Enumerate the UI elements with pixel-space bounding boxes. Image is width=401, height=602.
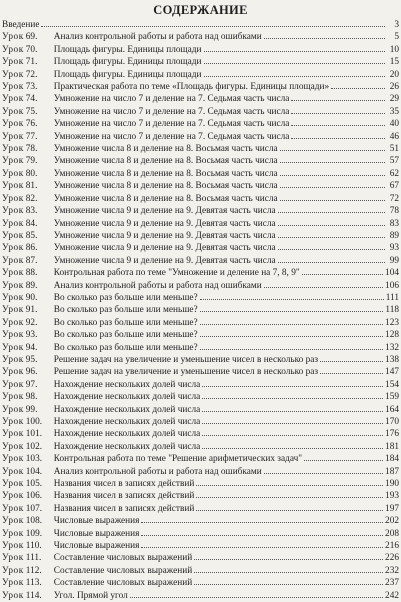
lesson-word: Урок [2, 280, 24, 291]
entry-title: Анализ контрольной работы и работа над ошибками [53, 280, 262, 291]
entry-page: 26 [389, 82, 399, 93]
entry-title: Умножение числа 9 и деление на 9. Девятая часть числа [53, 230, 276, 241]
toc-entry [2, 590, 399, 602]
lesson-word: Урок [2, 590, 24, 601]
lesson-word: Урок [2, 565, 24, 576]
entry-title: Числовые выражения [53, 516, 140, 527]
toc-entry [2, 242, 399, 254]
entry-page: 216 [385, 541, 399, 552]
entry-page: 123 [385, 317, 399, 328]
dot-leader [280, 186, 385, 188]
entry-title: Решение задач на увеличение и уменьшение чисел в несколько раз [53, 354, 319, 365]
entry-title: Умножение числа 8 и деление на 8. Восьмая часть числа [53, 181, 278, 192]
toc-entry [2, 193, 399, 205]
lesson-word: Урок [2, 243, 24, 254]
lesson-word: Урок [2, 479, 24, 490]
dot-leader [202, 397, 383, 399]
lesson-number: 87. [25, 255, 38, 266]
entry-page: 29 [389, 94, 399, 105]
entry-title: Умножение на число 7 и деление на 7. Седьмая часть числа [53, 106, 290, 117]
lesson-number: 111. [25, 553, 42, 564]
lesson-word: Урок [2, 230, 24, 241]
entry-page: 51 [389, 144, 399, 155]
lesson-number: 95. [25, 354, 38, 365]
entry-page: 40 [389, 119, 399, 130]
lesson-number: 69. [25, 32, 38, 43]
lesson-word: Урок [2, 181, 24, 192]
lesson-number: 102. [25, 441, 43, 452]
toc-entry [2, 180, 399, 192]
dot-leader [202, 422, 383, 424]
entry-page: 138 [385, 354, 399, 365]
toc-entry [2, 267, 399, 279]
toc-entry [2, 416, 399, 428]
lesson-number: 106. [25, 491, 43, 502]
toc-entry [2, 44, 399, 56]
entry-title: Составление числовых выражений [53, 565, 193, 576]
toc-entry [2, 230, 399, 242]
lesson-word: Урок [2, 255, 24, 266]
entry-title: Числовые выражения [53, 541, 140, 552]
entry-title: Нахождение нескольких долей числа [53, 429, 201, 440]
lesson-word: Урок [2, 218, 24, 229]
entry-page: 197 [385, 503, 399, 514]
lesson-word: Урок [2, 144, 24, 155]
entry-page: 181 [385, 441, 399, 452]
entry-page: 35 [389, 106, 399, 117]
entry-page: 147 [385, 367, 399, 378]
lesson-word: Урок [2, 553, 24, 564]
toc-entry [2, 503, 399, 515]
lesson-number: 104. [25, 466, 43, 477]
lesson-number: 94. [25, 342, 38, 353]
entry-page: 62 [389, 168, 399, 179]
entry-title: Площадь фигуры. Единицы площади [53, 69, 202, 80]
lesson-word: Урок [2, 156, 24, 167]
entry-page: 104 [385, 268, 399, 279]
lesson-word: Урок [2, 94, 24, 105]
toc-entry [2, 540, 399, 552]
entry-title: Названия чисел в записях действий [53, 503, 195, 514]
entry-page: 83 [389, 218, 399, 229]
dot-leader [280, 161, 385, 163]
entry-title: Названия чисел в записях действий [53, 479, 195, 490]
dot-leader [204, 50, 385, 52]
lesson-word: Урок [2, 268, 24, 279]
dot-leader [141, 521, 383, 523]
entry-page: 193 [385, 491, 399, 502]
toc-entry [2, 565, 399, 577]
entry-title: Умножение числа 8 и деление на 8. Восьмая часть числа [53, 144, 278, 155]
entry-page: 208 [385, 528, 399, 539]
lesson-number: 70. [25, 44, 38, 55]
toc-entry [2, 466, 399, 478]
toc-entry [2, 218, 399, 230]
entry-title: Умножение числа 9 и деление на 9. Девятая часть числа [53, 206, 276, 217]
dot-leader [130, 596, 383, 598]
lesson-number: 96. [25, 367, 38, 378]
lesson-number: 78. [25, 144, 38, 155]
entry-title: Во сколько раз больше или меньше? [53, 317, 198, 328]
lesson-number: 98. [25, 392, 38, 403]
entry-title: Введение [2, 20, 40, 30]
lesson-word: Урок [2, 69, 24, 80]
entry-page: 190 [385, 479, 399, 490]
toc-entry [2, 255, 399, 267]
lesson-word: Урок [2, 528, 24, 539]
toc-entry [2, 93, 399, 105]
lesson-word: Урок [2, 330, 24, 341]
lesson-number: 110. [25, 541, 42, 552]
entry-title: Составление числовых выражений [53, 553, 193, 564]
lesson-number: 93. [25, 330, 38, 341]
lesson-number: 114. [25, 590, 42, 601]
dot-leader [331, 87, 385, 89]
entry-title: Нахождение нескольких долей числа [53, 441, 201, 452]
toc-entry [2, 143, 399, 155]
entry-page: 128 [385, 330, 399, 341]
lesson-number: 84. [25, 218, 38, 229]
dot-leader [278, 248, 385, 250]
entry-title: Нахождение нескольких долей числа [53, 379, 201, 390]
dot-leader [200, 323, 383, 325]
entry-title: Во сколько раз больше или меньше? [53, 305, 198, 316]
entry-title: Площадь фигуры. Единицы площади [53, 57, 202, 68]
toc-entry [2, 366, 399, 378]
entry-page: 5 [394, 32, 399, 43]
lesson-number: 103. [25, 454, 43, 465]
entry-page: 202 [385, 516, 399, 527]
entry-title: Практическая работа по теме «Площадь фигуры. Единицы площади» [53, 82, 330, 93]
entry-title: Умножение числа 8 и деление на 8. Восьмая часть числа [53, 156, 278, 167]
toc-entry [2, 205, 399, 217]
lesson-word: Урок [2, 32, 24, 43]
lesson-word: Урок [2, 578, 24, 589]
toc-entry [2, 106, 399, 118]
dot-leader [320, 372, 383, 374]
lesson-number: 86. [25, 243, 38, 254]
toc-entry [2, 453, 399, 465]
lesson-word: Урок [2, 491, 24, 502]
dot-leader [141, 546, 383, 548]
dot-leader [302, 273, 383, 275]
dot-leader [202, 385, 383, 387]
lesson-word: Урок [2, 417, 24, 427]
lesson-word: Урок [2, 379, 24, 390]
toc-entry [2, 379, 399, 391]
lesson-number: 97. [25, 379, 38, 390]
entry-page: 46 [389, 131, 399, 142]
entry-title: Нахождение нескольких долей числа [53, 392, 201, 403]
lesson-number: 75. [25, 106, 38, 117]
dot-leader [200, 348, 383, 350]
entry-page: 170 [385, 417, 399, 427]
dot-leader [291, 99, 385, 101]
toc-entry [2, 292, 399, 304]
entry-page: 159 [385, 392, 399, 403]
entry-page: 72 [389, 193, 399, 204]
toc-entry [2, 81, 399, 93]
lesson-number: 113. [25, 578, 42, 589]
entry-title: Названия чисел в записях действий [53, 491, 195, 502]
toc-list [2, 19, 399, 602]
entry-page: 78 [389, 206, 399, 217]
lesson-number: 76. [25, 119, 38, 130]
toc-entry [2, 155, 399, 167]
entry-page: 226 [385, 553, 399, 564]
lesson-word: Урок [2, 466, 24, 477]
lesson-word: Урок [2, 44, 24, 55]
lesson-number: 89. [25, 280, 38, 291]
entry-title: Числовые выражения [53, 528, 140, 539]
entry-title: Во сколько раз больше или меньше? [53, 292, 198, 303]
entry-title: Площадь фигуры. Единицы площади [53, 44, 202, 55]
toc-entry [2, 317, 399, 329]
dot-leader [278, 224, 385, 226]
lesson-number: 74. [25, 94, 38, 105]
entry-page: 184 [385, 454, 399, 465]
dot-leader [264, 286, 383, 288]
toc-entry [2, 515, 399, 527]
entry-title: Умножение числа 9 и деление на 9. Девятая часть числа [53, 255, 276, 266]
lesson-number: 90. [25, 292, 38, 303]
toc-entry [2, 168, 399, 180]
dot-leader [291, 124, 385, 126]
entry-title: Контрольная работа по теме "Решение арифметических задач" [53, 454, 303, 465]
dot-leader [280, 149, 385, 151]
lesson-number: 100. [25, 417, 43, 427]
lesson-number: 77. [25, 131, 38, 142]
dot-leader [278, 236, 385, 238]
entry-page: 99 [389, 255, 399, 266]
toc-entry [2, 391, 399, 403]
entry-title: Умножение числа 8 и деление на 8. Восьмая часть числа [53, 193, 278, 204]
entry-title: Контрольная работа по теме "Умножение и деление на 7, 8, 9" [53, 268, 300, 279]
entry-title: Решение задач на увеличение и уменьшение чисел в несколько раз [53, 367, 319, 378]
entry-title: Умножение на число 7 и деление на 7. Седьмая часть числа [53, 94, 290, 105]
entry-title: Нахождение нескольких долей числа [53, 417, 201, 427]
toc-entry-intro [2, 19, 399, 31]
lesson-word: Урок [2, 454, 24, 465]
entry-title: Анализ контрольной работы и работа над ошибками [53, 466, 262, 477]
entry-page: 164 [385, 404, 399, 415]
entry-page: 57 [389, 156, 399, 167]
lesson-word: Урок [2, 354, 24, 365]
lesson-number: 83. [25, 206, 38, 217]
dot-leader [278, 211, 385, 213]
dot-leader [304, 459, 383, 461]
toc-entry [2, 441, 399, 453]
lesson-number: 80. [25, 168, 38, 179]
lesson-number: 112. [25, 565, 42, 576]
dot-leader [194, 558, 383, 560]
lesson-word: Урок [2, 516, 24, 527]
lesson-word: Урок [2, 317, 24, 328]
entry-page: 106 [385, 280, 399, 291]
dot-leader [204, 62, 385, 64]
dot-leader [194, 571, 383, 573]
lesson-word: Урок [2, 305, 24, 316]
lesson-number: 71. [25, 57, 38, 68]
lesson-word: Урок [2, 342, 24, 353]
entry-page: 118 [385, 305, 399, 316]
entry-title: Составление числовых выражений [53, 578, 193, 589]
lesson-word: Урок [2, 404, 24, 415]
lesson-number: 91. [25, 305, 38, 316]
entry-page: 232 [385, 565, 399, 576]
entry-title: Во сколько раз больше или меньше? [53, 342, 198, 353]
toc-entry [2, 552, 399, 564]
toc-entry [2, 304, 399, 316]
dot-leader [200, 298, 384, 300]
dot-leader [291, 137, 385, 139]
lesson-number: 101. [25, 429, 43, 440]
entry-title: Умножение на число 7 и деление на 7. Седьмая часть числа [53, 131, 290, 142]
entry-page: 10 [389, 44, 399, 55]
lesson-word: Урок [2, 193, 24, 204]
lesson-word: Урок [2, 119, 24, 130]
dot-leader [202, 434, 383, 436]
lesson-number: 72. [25, 69, 38, 80]
lesson-word: Урок [2, 168, 24, 179]
entry-page: 3 [394, 20, 399, 30]
entry-page: 15 [389, 57, 399, 68]
toc-entry [2, 31, 399, 43]
lesson-number: 88. [25, 268, 38, 279]
toc-entry [2, 528, 399, 540]
dot-leader [202, 447, 383, 449]
lesson-word: Урок [2, 131, 24, 142]
lesson-number: 81. [25, 181, 38, 192]
dot-leader [204, 75, 385, 77]
lesson-number: 108. [25, 516, 43, 527]
dot-leader [194, 583, 383, 585]
lesson-number: 85. [25, 230, 38, 241]
toc-entry [2, 354, 399, 366]
entry-title: Умножение на число 7 и деление на 7. Седьмая часть числа [53, 119, 290, 130]
lesson-number: 79. [25, 156, 38, 167]
entry-title: Умножение числа 8 и деление на 8. Восьмая часть числа [53, 168, 278, 179]
toc-entry [2, 118, 399, 130]
lesson-word: Урок [2, 57, 24, 68]
dot-leader [291, 112, 385, 114]
lesson-word: Урок [2, 541, 24, 552]
lesson-word: Урок [2, 503, 24, 514]
dot-leader [202, 410, 383, 412]
entry-page: 111 [385, 292, 399, 303]
lesson-word: Урок [2, 367, 24, 378]
lesson-number: 109. [25, 528, 43, 539]
toc-entry [2, 69, 399, 81]
dot-leader [200, 310, 384, 312]
toc-entry [2, 342, 399, 354]
toc-entry [2, 577, 399, 589]
lesson-number: 92. [25, 317, 38, 328]
entry-page: 242 [385, 590, 399, 601]
entry-page: 89 [389, 230, 399, 241]
entry-title: Во сколько раз больше или меньше? [53, 330, 198, 341]
toc-entry [2, 404, 399, 416]
entry-title: Умножение числа 9 и деление на 9. Девятая часть числа [53, 243, 276, 254]
toc-entry [2, 280, 399, 292]
lesson-word: Урок [2, 441, 24, 452]
lesson-number: 73. [25, 82, 38, 93]
lesson-word: Урок [2, 392, 24, 403]
entry-page: 237 [385, 578, 399, 589]
entry-page: 176 [385, 429, 399, 440]
entry-page: 187 [385, 466, 399, 477]
dot-leader [320, 360, 383, 362]
lesson-word: Урок [2, 82, 24, 93]
dot-leader [278, 261, 385, 263]
page-title: СОДЕРЖАНИЕ [153, 3, 248, 17]
dot-leader [280, 174, 385, 176]
toc-entry [2, 490, 399, 502]
entry-title: Умножение числа 9 и деление на 9. Девятая часть числа [53, 218, 276, 229]
lesson-word: Урок [2, 292, 24, 303]
lesson-word: Урок [2, 429, 24, 440]
lesson-word: Урок [2, 106, 24, 117]
toc-entry [2, 478, 399, 490]
dot-leader [264, 37, 385, 39]
entry-page: 132 [385, 342, 399, 353]
entry-title: Угол. Прямой угол [53, 590, 128, 601]
dot-leader [196, 509, 383, 511]
lesson-number: 99. [25, 404, 38, 415]
dot-leader [141, 534, 383, 536]
dot-leader [196, 496, 383, 498]
dot-leader [200, 335, 383, 337]
dot-leader [41, 25, 385, 27]
toc-entry [2, 428, 399, 440]
toc-entry [2, 56, 399, 68]
lesson-number: 107. [25, 503, 43, 514]
entry-page: 67 [389, 181, 399, 192]
dot-leader [196, 484, 383, 486]
dot-leader [280, 199, 385, 201]
lesson-word: Урок [2, 206, 24, 217]
lesson-number: 105. [25, 479, 43, 490]
entry-page: 93 [389, 243, 399, 254]
entry-page: 20 [389, 69, 399, 80]
lesson-number: 82. [25, 193, 38, 204]
entry-page: 154 [385, 379, 399, 390]
toc-entry [2, 131, 399, 143]
entry-title: Нахождение нескольких долей числа [53, 404, 201, 415]
entry-title: Анализ контрольной работы и работа над ошибками [53, 32, 262, 43]
toc-entry [2, 329, 399, 341]
dot-leader [264, 472, 383, 474]
